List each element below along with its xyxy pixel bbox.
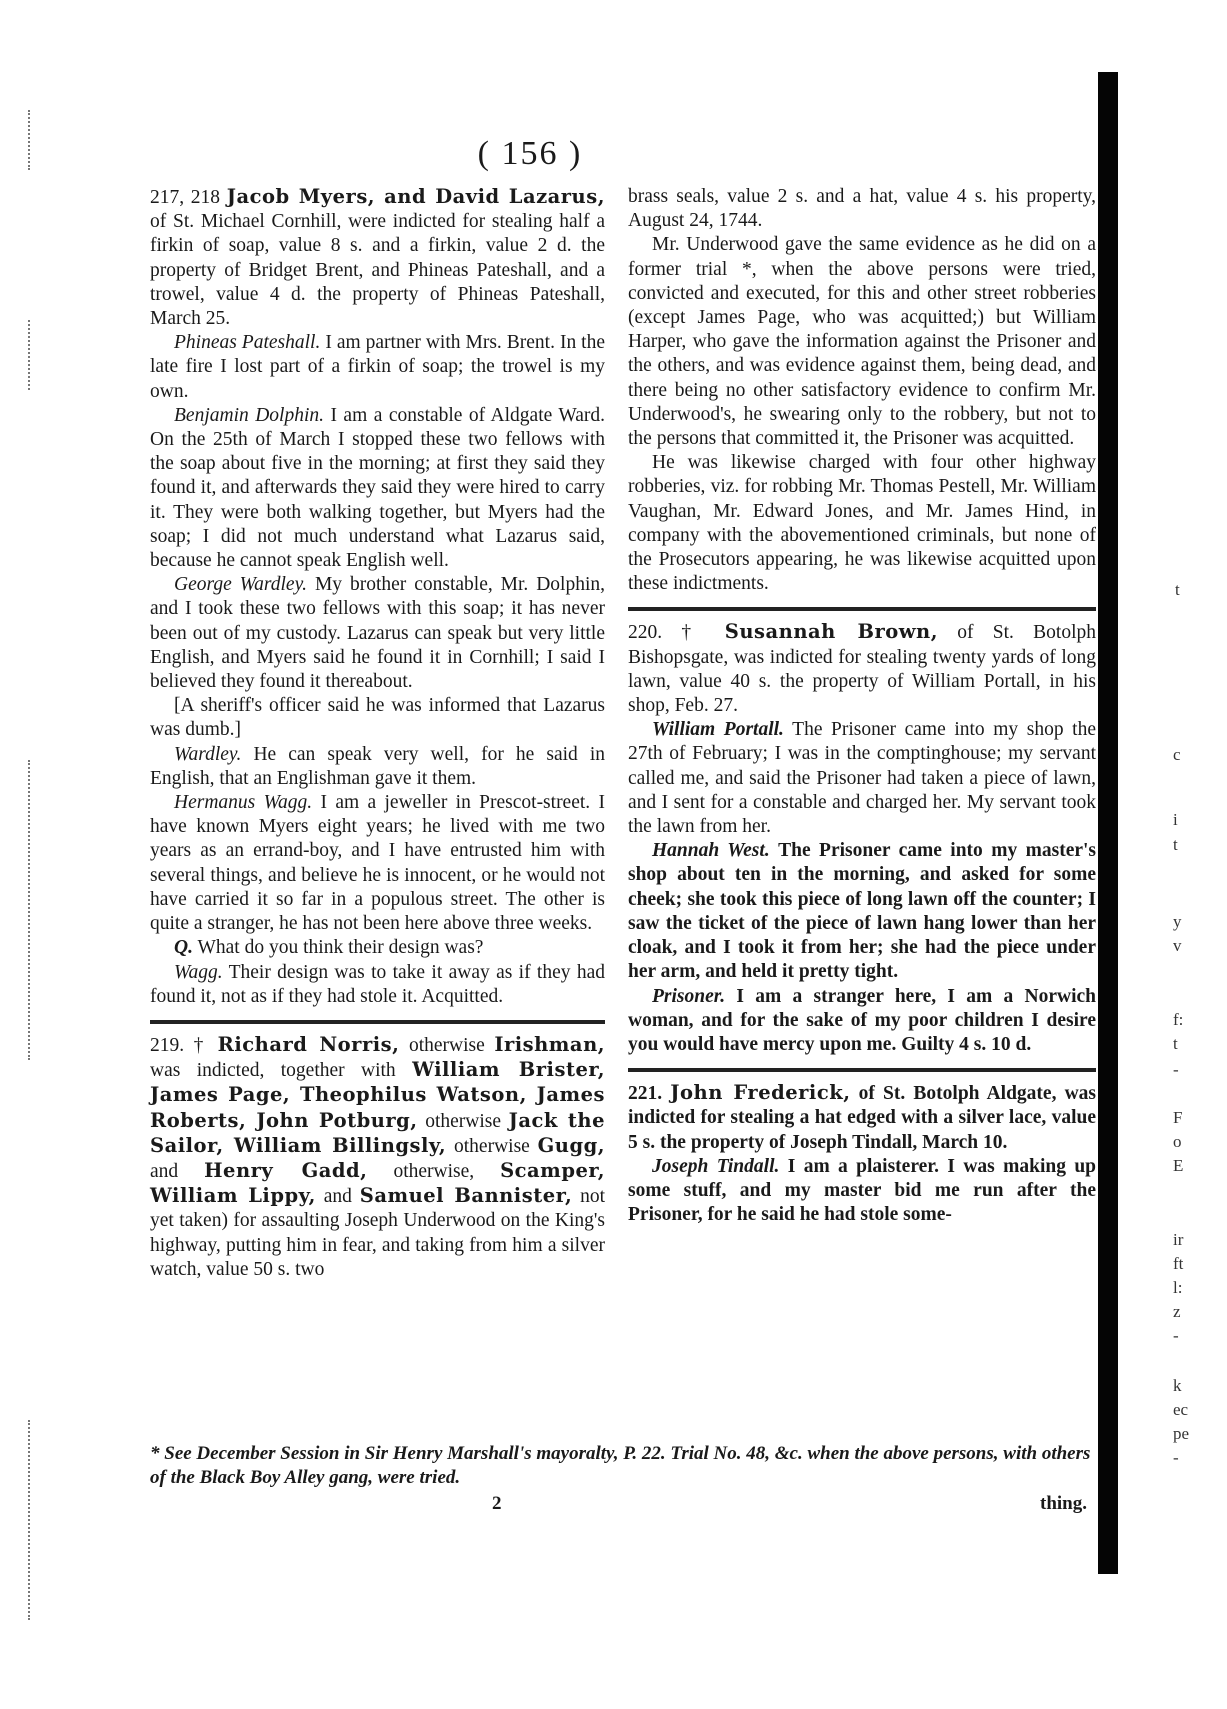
page-edge-shadow [1098,72,1118,1574]
speaker-name: Hannah West. [652,840,770,862]
alias-name: Jack the Sailor, William Billingsly, [150,1108,605,1157]
defendant-name: Richard Norris, [217,1032,400,1056]
alias-word: otherwise [408,1034,485,1056]
trial-217 [150,185,605,331]
testimony-tindall [628,1155,1096,1228]
testimony-wagg-2 [150,961,605,1009]
margin-fragment: ec [1173,1400,1189,1419]
margin-fragment: - [1173,1326,1179,1345]
margin-fragment: t [1175,580,1180,599]
conjunction: and [150,1160,179,1182]
testimony-text: I am a jeweller in Prescot-street. I have known Myers eight years; he lived with me two years as an errand-boy, and I have entrusted him with several things, and believe he is innocent, or he would not have carried it so far in a populous street. The other is quite a stranger, he has not been here above three weeks. [150,792,605,935]
trial-number: 221. [628,1083,663,1105]
section-rule [150,1020,605,1024]
trial-221 [628,1081,1096,1155]
speaker-name: Wardley. [174,743,242,765]
left-margin-specks [28,110,40,170]
facing-page-margin [1155,0,1227,1709]
alias-word: otherwise, [393,1160,475,1182]
conjunction: and [323,1186,352,1208]
catchword: thing. [1040,1493,1087,1514]
testimony-pateshall [150,331,605,404]
testimony-text: My brother constable, Mr. Dolphin, and I took these two fellows with this soap; it has never been out of my custody. Lazarus can speak but very little English, and Myers said he found it in Cornhill; I said I believed they found it thereabout. [150,574,606,693]
margin-fragment: z [1173,1302,1181,1321]
speaker-name: William Portall. [652,719,784,741]
accomplice-names: Henry Gadd, [204,1158,368,1182]
trial-number: 217, 218 [150,187,221,208]
speaker-name: Joseph Tindall. [652,1155,780,1177]
speaker-name: Hermanus Wagg. [174,792,313,814]
page-number: ( 156 ) [477,135,583,172]
margin-fragment: c [1173,745,1181,764]
alias-name: Irishman, [494,1032,606,1056]
speaker-name: Wagg. [174,961,223,983]
trial-220 [628,620,1096,718]
trial-text: of St. Botolph Aldgate, was indicted for stealing a hat edged with a silver lace, value 5 s. the property of Joseph Tindall, March 10. [628,1083,1097,1153]
defendant-name: John Frederick, [670,1081,851,1105]
trial-219 [150,1033,605,1282]
margin-fragment: v [1173,936,1182,955]
testimony-prisoner [628,985,1096,1058]
testimony-text: I am a stranger here, I am a Norwich woman, and for the sake of my poor children I desire you would have mercy upon me. Guilty 4 s. 10 d. [628,985,1097,1055]
testimony-text: The Prisoner came into my master's shop about ten in the morning, and asked for some cheek; she took this piece of long lawn off the counter; I saw the ticket of the piece of lawn hang lower than her cloak, and I took it from her; she had the piece under her arm, and held it pretty tight. [628,840,1097,983]
margin-fragment: o [1173,1132,1182,1151]
testimony-text: I am partner with Mrs. Brent. In the late fire I lost part of a firkin of soap; the trowel is my own. [150,332,606,402]
testimony-text: He can speak very well, for he said in English, that an Englishman gave it them. [150,743,606,789]
speaker-name: George Wardley. [174,574,308,596]
testimony-wardley [150,573,605,694]
margin-fragment: l: [1173,1278,1183,1297]
speaker-name: Q. [174,937,193,959]
trial-text: was indicted, together with [150,1060,396,1082]
speaker-name: Prisoner. [652,985,726,1007]
margin-fragment: pe [1173,1424,1190,1443]
margin-fragment: i [1173,810,1178,829]
testimony-text: I am a plaisterer. I was making up some stuff, and my master bid me run after the Prisoner, for he said he had stole some- [628,1155,1097,1226]
margin-fragment: y [1173,912,1182,931]
margin-fragment: f: [1173,1010,1184,1029]
defendant-names: Jacob Myers, and David Lazarus, [226,185,606,208]
left-column [150,185,605,1282]
underwood-evidence: Mr. Underwood gave the same evidence as he did on a former trial *, when the above persons were tried, convicted and executed, for this and other street robberies (except James Page, who was acquitted;) but William Harper, who gave the information against the Prisoner and the others, and was evidence against them, being dead, and there being no other satisfactory evidence to confirm Mr. Underwood's, he swearing only to the robbery, but not to the persons that committed it, the Prisoner was acquitted. [628,234,1096,450]
defendant-name: Susannah Brown, [724,620,939,644]
left-margin-specks [28,1420,40,1620]
testimony-dolphin [150,404,605,573]
section-rule [628,607,1096,611]
left-margin-specks [28,760,40,1060]
continued-text: brass seals, value 2 s. and a hat, value 4 s. his property, August 24, 1744. [628,186,1096,232]
sheriff-note: [A sheriff's officer said he was informed that Lazarus was dumb.] [150,695,605,741]
testimony-wardley-2 [150,743,605,791]
speaker-name: Phineas Pateshall. [174,332,321,354]
further-charges: He was likewise charged with four other highway robberies, viz. for robbing Mr. Thomas Pestell, Mr. William Vaughan, Mr. Edward Jones, and Mr. James Hind, in company with the abovementioned criminals, but none of the Prosecutors appearing, he was likewise acquitted upon these indictments. [628,452,1096,595]
margin-fragment: ft [1173,1254,1184,1273]
testimony-west [628,839,1096,984]
footnote: * See December Session in Sir Henry Marshall's mayoralty, P. 22. Trial No. 48, &c. when the above persons, with others of the Black Boy Alley gang, were tried. [150,1443,1091,1488]
signature-mark: 2 [492,1493,502,1514]
testimony-text: I am a constable of Aldgate Ward. On the 25th of March I stopped these two fellows with the soap about five in the morning; at first they said they found it, and afterwards they said they were hired to carry it. They were both walking together, but Myers had the soap; I did not much understand what Lazarus said, because he cannot speak English well. [150,404,606,572]
left-margin-specks [28,320,40,390]
alias-name: Gugg, [537,1133,606,1157]
accomplice-names: William Brister, James Page, Theophilus Watson, James Roberts, John Potburg, [150,1058,605,1132]
speaker-name: Benjamin Dolphin. [174,404,324,426]
alias-word: otherwise [454,1135,530,1157]
alias-name: Scamper, William Lippy, [150,1158,606,1208]
margin-fragment: ir [1173,1230,1184,1249]
right-column [628,185,1096,1227]
trial-number: 220. † [628,622,706,644]
section-rule [628,1068,1096,1072]
trial-text: of St. Botolph Bishopsgate, was indicted for stealing twenty yards of long lawn, value 40 s. the property of William Portall, in his shop, Feb. 27. [628,622,1097,717]
accomplice-names: Samuel Bannister, [359,1184,573,1208]
margin-fragment: k [1173,1376,1182,1395]
testimony-wagg [150,791,605,936]
margin-fragment: - [1173,1448,1179,1467]
testimony-portall [628,718,1096,839]
testimony-text: Their design was to take it away as if they had found it, not as if they had stole it. Acquitted. [150,961,605,1007]
alias-word: otherwise [425,1110,502,1132]
trial-text: not yet taken) for assaulting Joseph Underwood on the King's highway, putting him in fear, and taking from him a silver watch, value 50 s. two [150,1186,606,1280]
trial-text: of St. Michael Cornhill, were indicted for stealing half a firkin of soap, value 8 s. and a firkin, value 2 d. the property of Bridget Brent, and Phineas Pateshall, and a trowel, value 4 d. the property of Phineas Pateshall, March 25. [150,211,605,330]
margin-fragment: t [1173,1034,1178,1053]
margin-fragment: E [1173,1156,1184,1175]
testimony-text: The Prisoner came into my shop the 27th of February; I was in the comptinghouse; my servant called me, and said the Prisoner had taken a piece of lawn, and I sent for a constable and charged her. My servant took the lawn from her. [628,719,1096,838]
trial-number: 219. † [150,1034,209,1056]
margin-fragment: F [1173,1108,1183,1127]
margin-fragment: - [1173,1060,1179,1079]
question [150,936,605,960]
margin-fragment: t [1173,835,1178,854]
question-text: What do you think their design was? [197,937,484,959]
